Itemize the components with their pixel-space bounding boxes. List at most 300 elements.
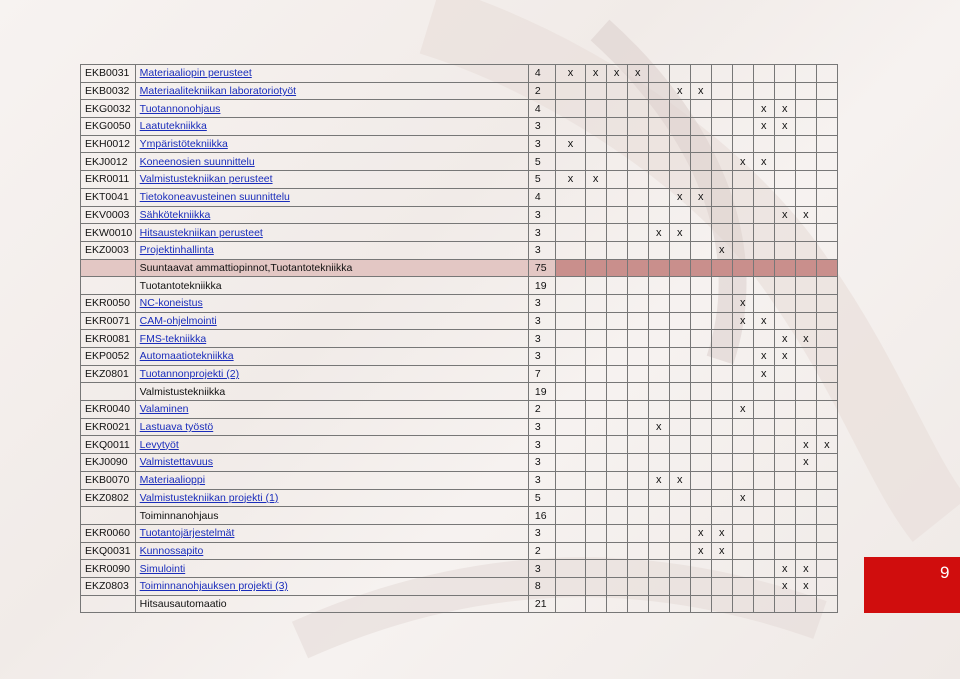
- course-name-cell: [135, 348, 528, 366]
- course-name-link[interactable]: NC-koneistus: [139, 297, 203, 310]
- course-name-cell: [135, 100, 528, 118]
- competence-mark: [606, 188, 627, 206]
- course-name-link[interactable]: Tuotantojärjestelmät: [139, 527, 235, 540]
- course-row: [81, 577, 838, 595]
- credits: 19: [528, 383, 555, 401]
- course-name-link[interactable]: Projektinhallinta: [139, 244, 214, 257]
- competence-mark: [690, 365, 711, 383]
- competence-mark: x: [690, 542, 711, 560]
- competence-mark: [669, 383, 690, 401]
- competence-mark: [711, 348, 732, 366]
- course-code: [81, 277, 136, 295]
- competence-mark: x: [556, 135, 585, 153]
- competence-mark: [690, 135, 711, 153]
- competence-mark: [627, 188, 648, 206]
- competence-mark: [606, 454, 627, 472]
- credits: 3: [528, 560, 555, 578]
- competence-mark: [585, 259, 606, 277]
- competence-mark: [774, 524, 795, 542]
- course-name-link[interactable]: Materiaalioppi: [139, 474, 206, 487]
- credits: 5: [528, 171, 555, 189]
- competence-mark: [627, 454, 648, 472]
- competence-mark: [627, 224, 648, 242]
- competence-mark: [556, 100, 585, 118]
- competence-mark: [690, 595, 711, 613]
- course-row: [81, 489, 838, 507]
- course-name-link[interactable]: Tuotannonprojekti (2): [139, 368, 240, 381]
- competence-mark: [627, 82, 648, 100]
- course-name-link[interactable]: Koneenosien suunnittelu: [139, 155, 255, 168]
- course-name-link[interactable]: Materiaalitekniikan laboratoriotyöt: [139, 85, 297, 98]
- competence-mark: [753, 560, 774, 578]
- competence-mark: [816, 383, 837, 401]
- course-row: [81, 454, 838, 472]
- competence-mark: [556, 383, 585, 401]
- competence-mark: [816, 401, 837, 419]
- course-row: [81, 188, 838, 206]
- competence-mark: [732, 224, 753, 242]
- competence-mark: [648, 100, 669, 118]
- course-row: [81, 560, 838, 578]
- competence-mark: [606, 436, 627, 454]
- course-row: [81, 153, 838, 171]
- competence-mark: [795, 135, 816, 153]
- competence-mark: [795, 294, 816, 312]
- competence-mark: [774, 418, 795, 436]
- competence-mark: [816, 542, 837, 560]
- competence-mark: [795, 100, 816, 118]
- competence-mark: [669, 330, 690, 348]
- competence-mark: [753, 188, 774, 206]
- competence-mark: [774, 259, 795, 277]
- course-row: [81, 312, 838, 330]
- credits: 3: [528, 436, 555, 454]
- competence-mark: [556, 294, 585, 312]
- competence-mark: [774, 65, 795, 83]
- competence-mark: [711, 82, 732, 100]
- competence-mark: x: [753, 365, 774, 383]
- competence-mark: [711, 206, 732, 224]
- competence-mark: [753, 206, 774, 224]
- competence-mark: [648, 542, 669, 560]
- competence-mark: [627, 471, 648, 489]
- page-number-tab: [864, 557, 960, 613]
- competence-mark: [711, 65, 732, 83]
- course-name-link[interactable]: FMS-tekniikka: [139, 332, 207, 345]
- course-code: EKZ0003: [81, 241, 136, 259]
- competence-mark: x: [774, 100, 795, 118]
- competence-mark: [711, 312, 732, 330]
- competence-mark: [711, 577, 732, 595]
- competence-mark: [556, 524, 585, 542]
- competence-mark: [627, 259, 648, 277]
- course-name-link[interactable]: Levytyöt: [139, 438, 179, 451]
- competence-mark: [585, 542, 606, 560]
- course-name-link[interactable]: Toiminnanohjauksen projekti (3): [139, 580, 288, 593]
- competence-mark: x: [795, 436, 816, 454]
- competence-mark: x: [648, 224, 669, 242]
- competence-mark: [606, 542, 627, 560]
- course-name-link[interactable]: Valaminen: [139, 403, 189, 416]
- course-row: [81, 65, 838, 83]
- competence-mark: [606, 294, 627, 312]
- competence-mark: [816, 100, 837, 118]
- competence-mark: [774, 454, 795, 472]
- course-name-cell: [135, 454, 528, 472]
- credits: 5: [528, 489, 555, 507]
- competence-mark: [774, 595, 795, 613]
- competence-mark: [669, 135, 690, 153]
- competence-mark: [606, 259, 627, 277]
- competence-mark: x: [585, 65, 606, 83]
- course-name-link[interactable]: Tuotannonohjaus: [139, 102, 221, 115]
- competence-mark: [795, 383, 816, 401]
- competence-mark: [669, 171, 690, 189]
- course-name-cell: [135, 224, 528, 242]
- competence-mark: [690, 383, 711, 401]
- competence-mark: [711, 489, 732, 507]
- competence-mark: [711, 365, 732, 383]
- credits: 3: [528, 330, 555, 348]
- competence-mark: [627, 595, 648, 613]
- competence-mark: x: [669, 471, 690, 489]
- competence-mark: [774, 365, 795, 383]
- competence-mark: [774, 153, 795, 171]
- competence-mark: [585, 153, 606, 171]
- credits: 19: [528, 277, 555, 295]
- competence-mark: [606, 206, 627, 224]
- competence-mark: [795, 401, 816, 419]
- course-name-link[interactable]: Tietokoneavusteinen suunnittelu: [139, 191, 290, 204]
- competence-mark: [669, 241, 690, 259]
- course-name-link[interactable]: Laatutekniikka: [139, 120, 207, 133]
- competence-mark: [732, 348, 753, 366]
- competence-mark: [690, 206, 711, 224]
- competence-mark: [669, 118, 690, 136]
- competence-mark: [690, 65, 711, 83]
- competence-mark: [606, 153, 627, 171]
- competence-mark: [774, 436, 795, 454]
- competence-mark: [585, 188, 606, 206]
- course-name-link[interactable]: Kunnossapito: [139, 544, 204, 557]
- competence-mark: x: [774, 577, 795, 595]
- credits: 4: [528, 188, 555, 206]
- course-row: [81, 135, 838, 153]
- competence-mark: [753, 507, 774, 525]
- competence-mark: [690, 418, 711, 436]
- competence-mark: [606, 330, 627, 348]
- competence-mark: x: [711, 542, 732, 560]
- course-name-link[interactable]: Sähkötekniikka: [139, 208, 211, 221]
- competence-mark: [711, 595, 732, 613]
- competence-mark: [753, 436, 774, 454]
- competence-mark: [627, 171, 648, 189]
- competence-mark: [753, 542, 774, 560]
- competence-mark: [648, 241, 669, 259]
- course-code: EKR0060: [81, 524, 136, 542]
- competence-mark: [648, 489, 669, 507]
- competence-mark: [816, 118, 837, 136]
- competence-mark: [732, 259, 753, 277]
- course-name-link[interactable]: CAM-ohjelmointi: [139, 314, 217, 327]
- course-row: [81, 118, 838, 136]
- competence-mark: [556, 330, 585, 348]
- competence-mark: [774, 542, 795, 560]
- competence-mark: [795, 241, 816, 259]
- competence-mark: [556, 507, 585, 525]
- competence-mark: [690, 436, 711, 454]
- competence-mark: [816, 454, 837, 472]
- competence-mark: [556, 560, 585, 578]
- course-code: EKR0071: [81, 312, 136, 330]
- competence-mark: x: [732, 312, 753, 330]
- competence-mark: [585, 401, 606, 419]
- course-name-link[interactable]: Valmistustekniikan perusteet: [139, 173, 273, 186]
- competence-mark: [711, 436, 732, 454]
- subsection-row: [81, 277, 838, 295]
- competence-mark: [795, 365, 816, 383]
- competence-mark: x: [556, 65, 585, 83]
- competence-mark: [732, 82, 753, 100]
- course-row: [81, 100, 838, 118]
- competence-mark: [732, 595, 753, 613]
- credits: 4: [528, 65, 555, 83]
- competence-mark: [627, 436, 648, 454]
- course-code: EKR0021: [81, 418, 136, 436]
- competence-mark: [627, 294, 648, 312]
- course-code: [81, 259, 136, 277]
- course-name-cell: [135, 312, 528, 330]
- competence-mark: [648, 259, 669, 277]
- subsection-row: [81, 383, 838, 401]
- course-code: EKB0070: [81, 471, 136, 489]
- competence-mark: [753, 241, 774, 259]
- competence-mark: [627, 507, 648, 525]
- credits: 2: [528, 542, 555, 560]
- competence-mark: [732, 471, 753, 489]
- course-code: EKZ0802: [81, 489, 136, 507]
- competence-mark: [690, 259, 711, 277]
- competence-mark: [627, 348, 648, 366]
- credits: 3: [528, 348, 555, 366]
- section-name: Hitsausautomaatio: [135, 595, 528, 613]
- course-row: [81, 206, 838, 224]
- competence-mark: [690, 330, 711, 348]
- competence-mark: [585, 383, 606, 401]
- competence-mark: [753, 82, 774, 100]
- course-row: [81, 330, 838, 348]
- competence-mark: x: [753, 100, 774, 118]
- competence-mark: [774, 277, 795, 295]
- curriculum-table: [80, 64, 838, 613]
- course-name-cell: [135, 365, 528, 383]
- competence-mark: [556, 188, 585, 206]
- competence-mark: [711, 224, 732, 242]
- competence-mark: [732, 118, 753, 136]
- course-code: EKQ0011: [81, 436, 136, 454]
- course-name-link[interactable]: Ympäristötekniikka: [139, 138, 228, 151]
- competence-mark: [753, 454, 774, 472]
- competence-mark: [690, 224, 711, 242]
- competence-mark: x: [795, 577, 816, 595]
- course-name-cell: [135, 294, 528, 312]
- course-row: [81, 365, 838, 383]
- competence-mark: [690, 471, 711, 489]
- course-name-cell: [135, 153, 528, 171]
- competence-mark: x: [753, 348, 774, 366]
- course-name-cell: [135, 524, 528, 542]
- competence-mark: [669, 348, 690, 366]
- course-code: EKP0052: [81, 348, 136, 366]
- course-code: EKJ0090: [81, 454, 136, 472]
- course-code: EKR0090: [81, 560, 136, 578]
- competence-mark: [585, 294, 606, 312]
- competence-mark: [648, 401, 669, 419]
- competence-mark: [753, 401, 774, 419]
- competence-mark: [556, 436, 585, 454]
- competence-mark: [648, 312, 669, 330]
- competence-mark: [648, 454, 669, 472]
- competence-mark: [816, 507, 837, 525]
- competence-mark: x: [816, 436, 837, 454]
- competence-mark: [711, 383, 732, 401]
- credits: 3: [528, 524, 555, 542]
- competence-mark: [816, 330, 837, 348]
- competence-mark: [816, 489, 837, 507]
- competence-mark: [732, 135, 753, 153]
- competence-mark: [816, 171, 837, 189]
- competence-mark: [648, 383, 669, 401]
- competence-mark: x: [732, 153, 753, 171]
- competence-mark: x: [753, 118, 774, 136]
- competence-mark: [774, 294, 795, 312]
- competence-mark: [627, 277, 648, 295]
- competence-mark: [648, 436, 669, 454]
- competence-mark: [627, 365, 648, 383]
- competence-mark: [585, 100, 606, 118]
- competence-mark: x: [669, 224, 690, 242]
- competence-mark: [732, 206, 753, 224]
- credits: 3: [528, 471, 555, 489]
- course-name-cell: [135, 241, 528, 259]
- competence-mark: [585, 489, 606, 507]
- competence-mark: [669, 489, 690, 507]
- competence-mark: [648, 188, 669, 206]
- competence-mark: [556, 454, 585, 472]
- competence-mark: [774, 171, 795, 189]
- competence-mark: [627, 542, 648, 560]
- credits: 3: [528, 118, 555, 136]
- competence-mark: [795, 65, 816, 83]
- competence-mark: [732, 507, 753, 525]
- competence-mark: [585, 82, 606, 100]
- competence-mark: [669, 277, 690, 295]
- course-code: [81, 595, 136, 613]
- competence-mark: [816, 471, 837, 489]
- competence-mark: [753, 595, 774, 613]
- course-name-link[interactable]: Valmistustekniikan projekti (1): [139, 491, 279, 504]
- competence-mark: [556, 365, 585, 383]
- course-name-link[interactable]: Hitsaustekniikan perusteet: [139, 226, 263, 239]
- competence-mark: [585, 224, 606, 242]
- competence-mark: x: [648, 418, 669, 436]
- competence-mark: [732, 365, 753, 383]
- competence-mark: [753, 418, 774, 436]
- competence-mark: [648, 82, 669, 100]
- competence-mark: [816, 153, 837, 171]
- course-code: [81, 383, 136, 401]
- course-name-cell: [135, 436, 528, 454]
- competence-mark: [585, 560, 606, 578]
- competence-mark: [816, 365, 837, 383]
- competence-mark: [556, 277, 585, 295]
- competence-mark: [732, 560, 753, 578]
- course-name-link[interactable]: Materiaaliopin perusteet: [139, 67, 252, 80]
- competence-mark: [606, 577, 627, 595]
- competence-mark: [816, 259, 837, 277]
- competence-mark: [585, 454, 606, 472]
- competence-mark: [795, 595, 816, 613]
- competence-mark: [795, 118, 816, 136]
- course-name-cell: [135, 82, 528, 100]
- credits: 2: [528, 401, 555, 419]
- competence-mark: x: [585, 171, 606, 189]
- competence-mark: [795, 259, 816, 277]
- competence-mark: [669, 312, 690, 330]
- competence-mark: [669, 401, 690, 419]
- credits: 7: [528, 365, 555, 383]
- competence-mark: [732, 577, 753, 595]
- competence-mark: [795, 524, 816, 542]
- course-name-link[interactable]: Simulointi: [139, 562, 186, 575]
- competence-mark: [627, 330, 648, 348]
- competence-mark: x: [711, 241, 732, 259]
- course-name-link[interactable]: Valmistettavuus: [139, 456, 214, 469]
- competence-mark: [711, 118, 732, 136]
- competence-mark: [648, 348, 669, 366]
- competence-mark: [556, 259, 585, 277]
- competence-mark: [732, 454, 753, 472]
- credits: 3: [528, 454, 555, 472]
- competence-mark: [648, 65, 669, 83]
- competence-mark: [816, 206, 837, 224]
- competence-mark: [732, 100, 753, 118]
- competence-mark: [606, 595, 627, 613]
- competence-mark: [753, 489, 774, 507]
- competence-mark: [627, 401, 648, 419]
- competence-mark: [585, 418, 606, 436]
- competence-mark: [627, 312, 648, 330]
- course-name-cell: [135, 171, 528, 189]
- competence-mark: [816, 65, 837, 83]
- course-code: EKR0040: [81, 401, 136, 419]
- competence-mark: [606, 524, 627, 542]
- competence-mark: [669, 65, 690, 83]
- course-code: EKZ0801: [81, 365, 136, 383]
- course-row: [81, 224, 838, 242]
- competence-mark: [556, 595, 585, 613]
- competence-mark: [711, 153, 732, 171]
- course-name-link[interactable]: Automaatiotekniikka: [139, 350, 234, 363]
- competence-mark: [795, 171, 816, 189]
- credits: 3: [528, 294, 555, 312]
- course-name-link[interactable]: Lastuava työstö: [139, 421, 214, 434]
- course-code: [81, 507, 136, 525]
- course-name-cell: [135, 542, 528, 560]
- competence-mark: [556, 118, 585, 136]
- competence-mark: [669, 454, 690, 472]
- credits: 3: [528, 312, 555, 330]
